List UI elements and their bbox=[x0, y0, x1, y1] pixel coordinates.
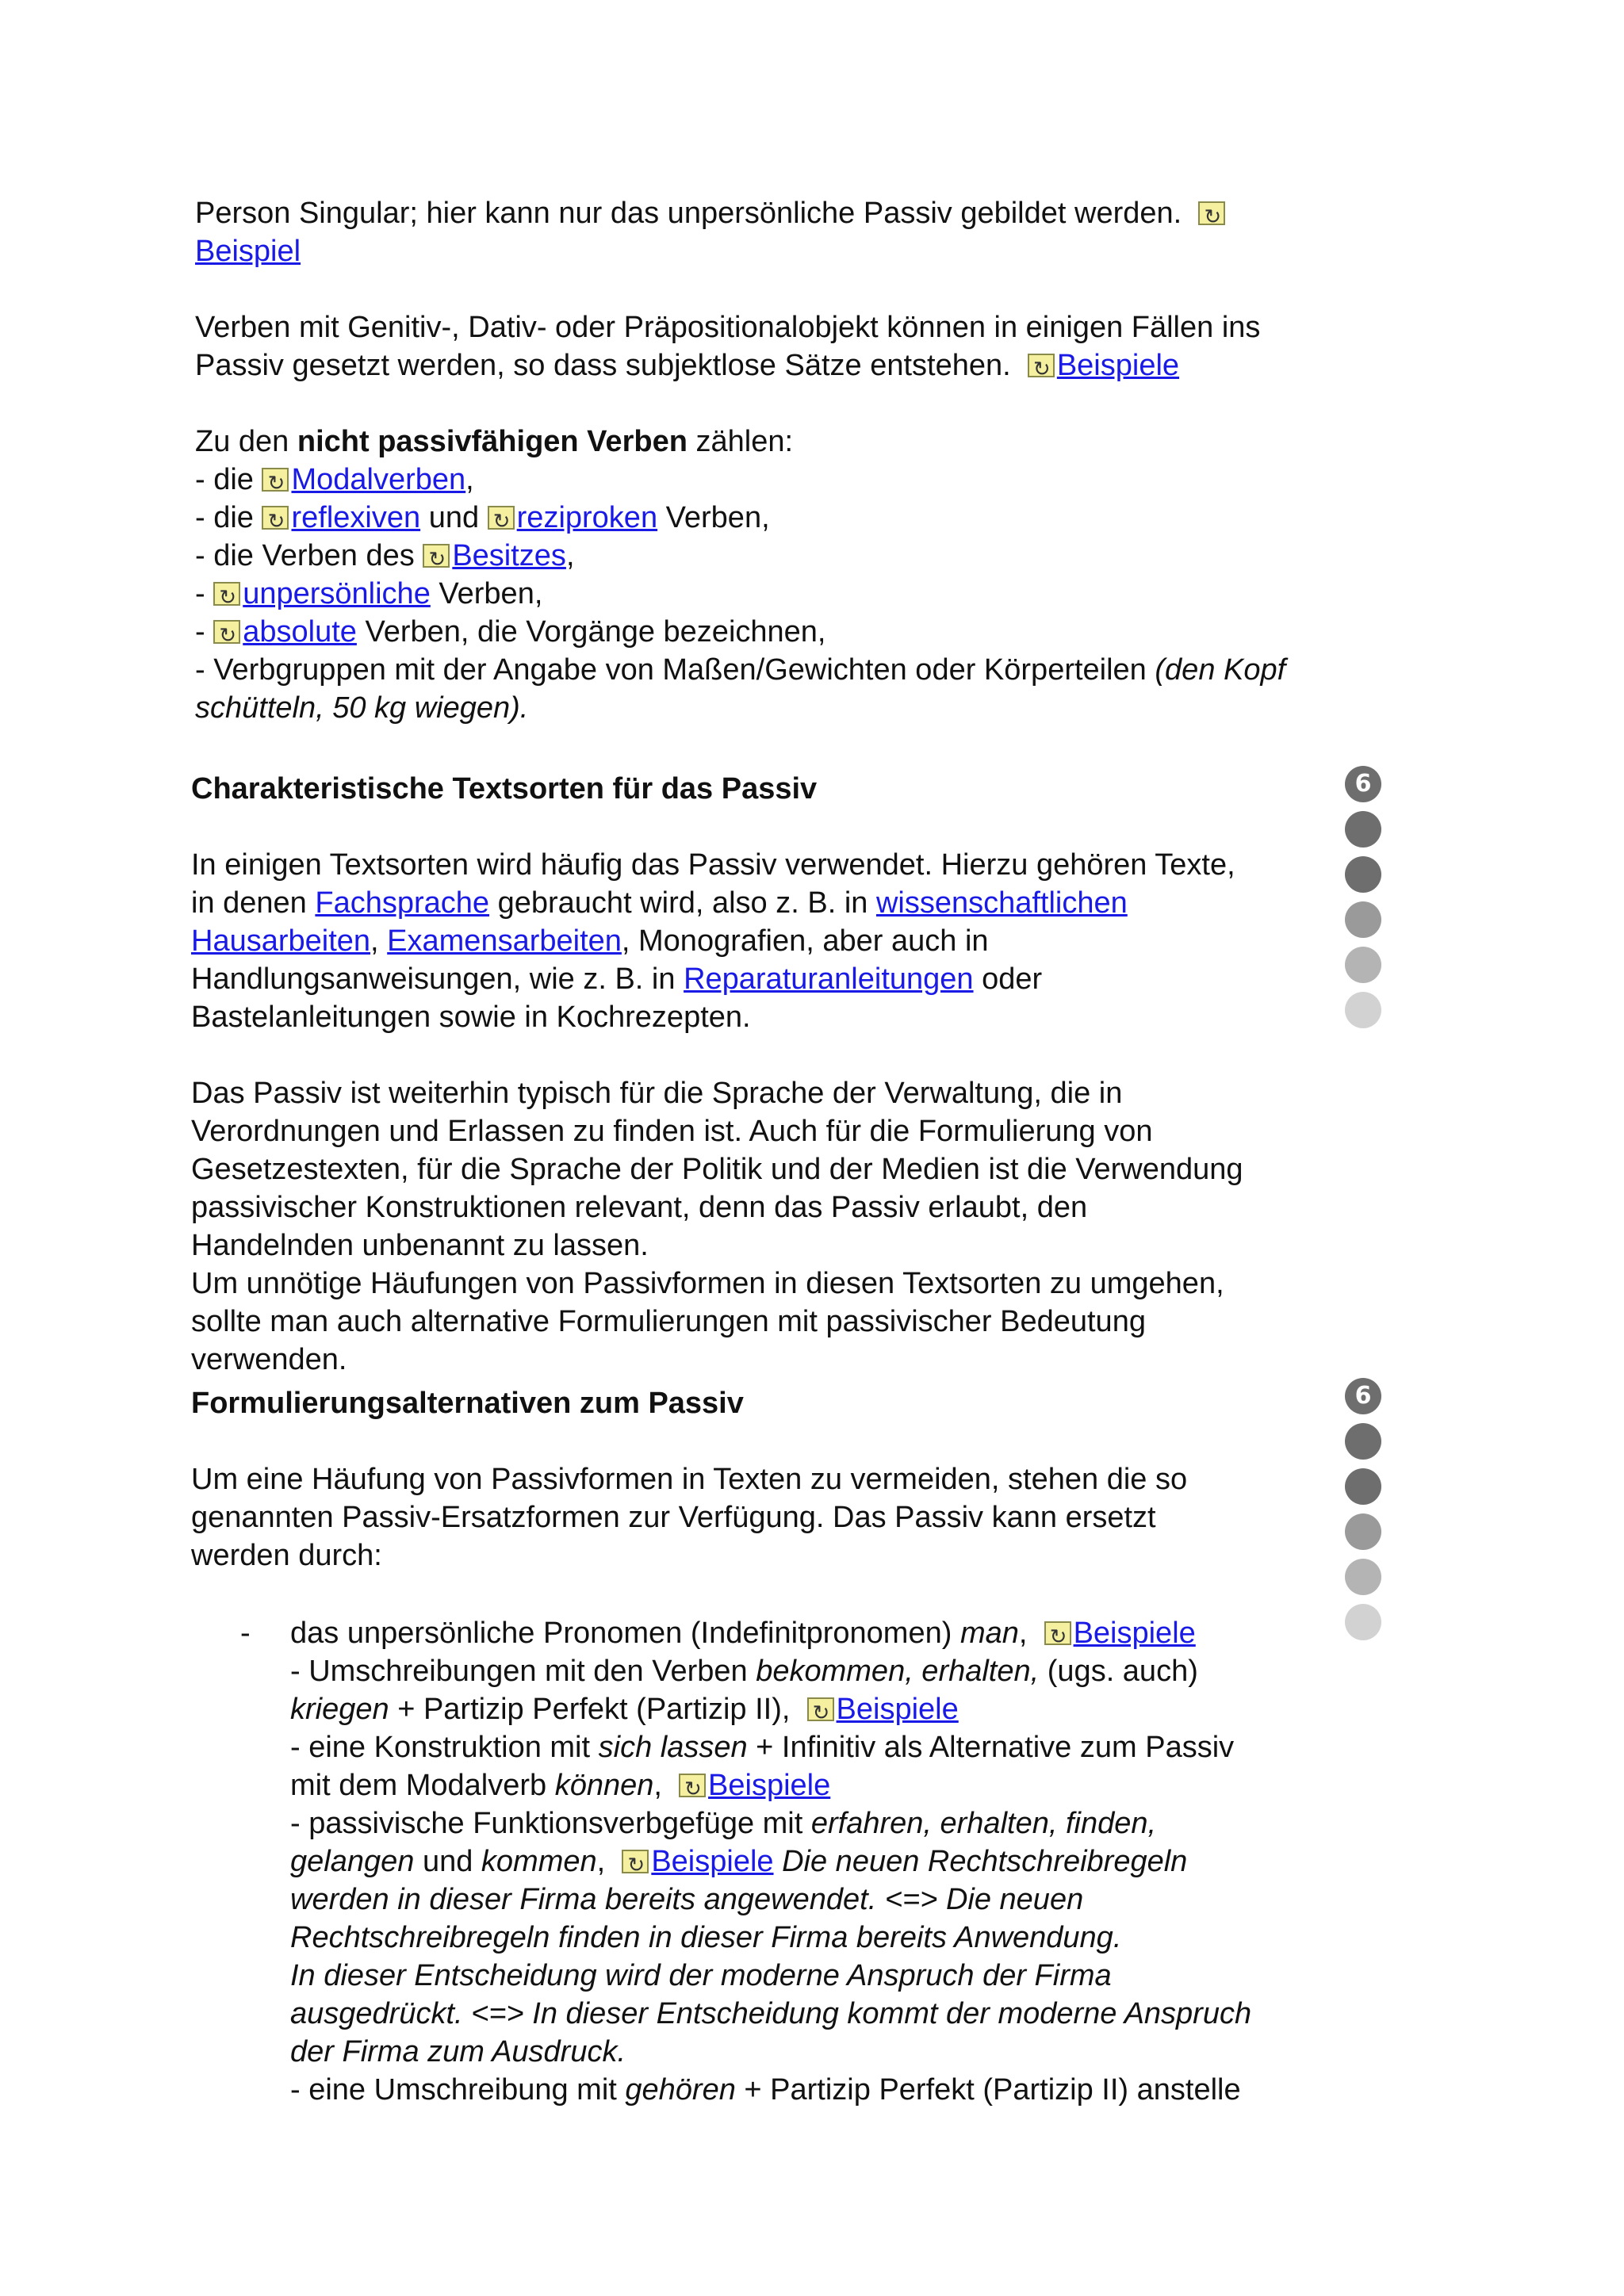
paragraph-object-verbs bbox=[195, 308, 1260, 385]
paragraph-impersonal-passive bbox=[195, 194, 1228, 270]
text: genannten Passiv-Ersatzformen zur Verfügung. Das Passiv kann ersetzt bbox=[191, 1501, 1156, 1534]
text: + Partizip Perfekt (Partizip II), bbox=[397, 1693, 791, 1726]
examples-link[interactable]: Beispiele bbox=[1056, 349, 1180, 382]
text: Zu den bbox=[195, 425, 289, 458]
italic-text: gelangen bbox=[290, 1845, 415, 1878]
text: Handlungsanweisungen, wie z. B. in bbox=[191, 962, 676, 996]
section-text-types bbox=[191, 770, 1243, 1379]
text: das unpersönliche Pronomen (Indefinitpronomen) bbox=[290, 1617, 952, 1650]
text: Verben mit Genitiv-, Dativ- oder Präpositionalobjekt können in einigen Fällen ins bbox=[195, 311, 1261, 344]
text: + Partizip Perfekt (Partizip II) anstelle bbox=[744, 2073, 1241, 2107]
example-icon[interactable] bbox=[622, 1850, 649, 1873]
italic-text: kommen bbox=[481, 1845, 597, 1878]
example-icon[interactable] bbox=[213, 582, 240, 606]
examples-link[interactable]: Beispiele bbox=[836, 1693, 959, 1726]
text: mit dem Modalverb bbox=[290, 1769, 547, 1802]
section-heading: Formulierungsalternativen zum Passiv bbox=[191, 1387, 744, 1420]
text: und bbox=[422, 1845, 473, 1878]
example-icon[interactable] bbox=[423, 544, 450, 568]
italic-text: sich lassen bbox=[598, 1731, 748, 1764]
example-icon[interactable] bbox=[679, 1774, 706, 1797]
section-alternatives bbox=[191, 1384, 1187, 1575]
list-bullet: - bbox=[240, 1617, 251, 1650]
rating-dots bbox=[1345, 1378, 1383, 1649]
rating-number-dot bbox=[1345, 766, 1381, 802]
rating-dot bbox=[1345, 1513, 1381, 1550]
wissenschaftliche-hausarbeiten-link[interactable]: Hausarbeiten bbox=[191, 924, 371, 958]
examensarbeiten-link[interactable]: Examensarbeiten bbox=[387, 924, 622, 958]
text: in denen bbox=[191, 886, 307, 920]
italic-text: (den Kopf bbox=[1155, 653, 1286, 687]
example-icon[interactable] bbox=[1198, 201, 1225, 225]
text: Bastelanleitungen sowie in Kochrezepten. bbox=[191, 1001, 751, 1034]
example-icon[interactable] bbox=[262, 468, 289, 492]
examples-link[interactable]: Beispiele bbox=[708, 1769, 831, 1802]
example-link[interactable]: Beispiel bbox=[195, 235, 301, 268]
italic-text: man bbox=[959, 1617, 1019, 1650]
italic-text: schütteln, 50 kg wiegen). bbox=[195, 691, 529, 725]
text: - die Verben des bbox=[195, 539, 415, 572]
example-icon[interactable] bbox=[213, 620, 240, 644]
text: , Monografien, aber auch in bbox=[621, 924, 989, 958]
italic-text: werden in dieser Firma bereits angewendet. <=> Die neuen bbox=[290, 1883, 1084, 1916]
example-icon[interactable] bbox=[807, 1697, 834, 1721]
italic-text: Rechtschreibregeln finden in dieser Firma bereits Anwendung. bbox=[290, 1921, 1122, 1954]
text: Das Passiv ist weiterhin typisch für die Sprache der Verwaltung, die in bbox=[191, 1077, 1123, 1110]
text: Verben, bbox=[665, 501, 770, 534]
text: - Umschreibungen mit den Verben bbox=[290, 1655, 748, 1688]
text: , bbox=[653, 1769, 662, 1802]
text: Um unnötige Häufungen von Passivformen in diesen Textsorten zu umgehen, bbox=[191, 1267, 1224, 1300]
rating-dot bbox=[1345, 947, 1381, 983]
text: , bbox=[565, 539, 575, 572]
italic-text: bekommen, erhalten, bbox=[756, 1655, 1040, 1688]
example-icon[interactable] bbox=[262, 506, 289, 530]
rating-number: 6 bbox=[1354, 1382, 1372, 1410]
text: und bbox=[428, 501, 480, 534]
text: Verben, bbox=[439, 577, 543, 610]
text: , bbox=[1018, 1617, 1028, 1650]
examples-link[interactable]: Beispiele bbox=[1073, 1617, 1196, 1650]
rating-dot bbox=[1345, 1423, 1381, 1460]
rating-number: 6 bbox=[1354, 770, 1372, 798]
text: - bbox=[195, 577, 205, 610]
example-icon[interactable] bbox=[488, 506, 515, 530]
italic-text: der Firma zum Ausdruck. bbox=[290, 2035, 626, 2068]
wissenschaftliche-hausarbeiten-link[interactable]: wissenschaftlichen bbox=[875, 886, 1128, 920]
text: In einigen Textsorten wird häufig das Passiv verwendet. Hierzu gehören Texte, bbox=[191, 848, 1235, 882]
text: - eine Umschreibung mit bbox=[290, 2073, 617, 2107]
text: Handelnden unbenannt zu lassen. bbox=[191, 1229, 649, 1262]
rating-dot bbox=[1345, 811, 1381, 848]
rating-dot bbox=[1345, 1468, 1381, 1505]
text: - passivische Funktionsverbgefüge mit bbox=[290, 1807, 803, 1840]
italic-text: erfahren, erhalten, finden, bbox=[810, 1807, 1157, 1840]
example-icon[interactable] bbox=[1044, 1621, 1071, 1645]
text: Verben, die Vorgänge bezeichnen, bbox=[365, 615, 826, 649]
italic-text: In dieser Entscheidung wird der moderne Anspruch der Firma bbox=[290, 1959, 1112, 1992]
reziproken-link[interactable]: reziproken bbox=[516, 501, 658, 534]
text: (ugs. auch) bbox=[1047, 1655, 1198, 1688]
italic-text: kriegen bbox=[290, 1693, 389, 1726]
text: werden durch: bbox=[191, 1539, 382, 1572]
bold-term: nicht passivfähigen Verben bbox=[297, 425, 688, 458]
italic-text: gehören bbox=[625, 2073, 736, 2107]
text: passivischer Konstruktionen relevant, denn das Passiv erlaubt, den bbox=[191, 1191, 1088, 1224]
rating-dots bbox=[1345, 766, 1383, 1037]
italic-text: Die neuen Rechtschreibregeln bbox=[782, 1845, 1188, 1878]
absolute-link[interactable]: absolute bbox=[243, 615, 357, 649]
text: verwenden. bbox=[191, 1343, 347, 1376]
text: Passiv gesetzt werden, so dass subjektlose Sätze entstehen. bbox=[195, 349, 1011, 382]
reflexiven-link[interactable]: reflexiven bbox=[291, 501, 421, 534]
text: oder bbox=[982, 962, 1043, 996]
text: Um eine Häufung von Passivformen in Texten zu vermeiden, stehen die so bbox=[191, 1463, 1188, 1496]
unpersoenliche-link[interactable]: unpersönliche bbox=[243, 577, 431, 610]
modalverben-link[interactable]: Modalverben bbox=[291, 463, 466, 496]
text: Verordnungen und Erlassen zu finden ist. Auch für die Formulierung von bbox=[191, 1115, 1153, 1148]
text: - die bbox=[195, 501, 254, 534]
rating-dot bbox=[1345, 901, 1381, 938]
italic-text: ausgedrückt. <=> In dieser Entscheidung kommt der moderne Anspruch bbox=[290, 1997, 1252, 2030]
text: , bbox=[465, 463, 474, 496]
section-heading: Charakteristische Textsorten für das Passiv bbox=[191, 772, 818, 806]
text: Gesetzestexten, für die Sprache der Politik und der Medien ist die Verwendung bbox=[191, 1153, 1243, 1186]
text: gebraucht wird, also z. B. in bbox=[497, 886, 868, 920]
text: Person Singular; hier kann nur das unpersönliche Passiv gebildet werden. bbox=[195, 197, 1182, 230]
rating-dot bbox=[1345, 992, 1381, 1028]
example-icon[interactable] bbox=[1028, 354, 1055, 377]
rating-dot bbox=[1345, 1559, 1381, 1595]
rating-dot bbox=[1345, 1604, 1381, 1640]
text: - Verbgruppen mit der Angabe von Maßen/Gewichten oder Körperteilen bbox=[195, 653, 1147, 687]
examples-link[interactable]: Beispiele bbox=[651, 1845, 774, 1878]
rating-number-dot bbox=[1345, 1378, 1381, 1414]
text: + Infinitiv als Alternative zum Passiv bbox=[756, 1731, 1235, 1764]
text: zählen: bbox=[695, 425, 794, 458]
text: , bbox=[370, 924, 379, 958]
rating-dot bbox=[1345, 856, 1381, 893]
text: - eine Konstruktion mit bbox=[290, 1731, 591, 1764]
non-passive-verbs-list bbox=[195, 423, 1285, 727]
italic-text: können bbox=[554, 1769, 654, 1802]
text: - die bbox=[195, 463, 254, 496]
fachsprache-link[interactable]: Fachsprache bbox=[315, 886, 490, 920]
text: sollte man auch alternative Formulierungen mit passivischer Bedeutung bbox=[191, 1305, 1146, 1338]
text: , bbox=[596, 1845, 606, 1878]
besitzes-link[interactable]: Besitzes bbox=[452, 539, 566, 572]
reparaturanleitungen-link[interactable]: Reparaturanleitungen bbox=[684, 962, 974, 996]
text: - bbox=[195, 615, 205, 649]
